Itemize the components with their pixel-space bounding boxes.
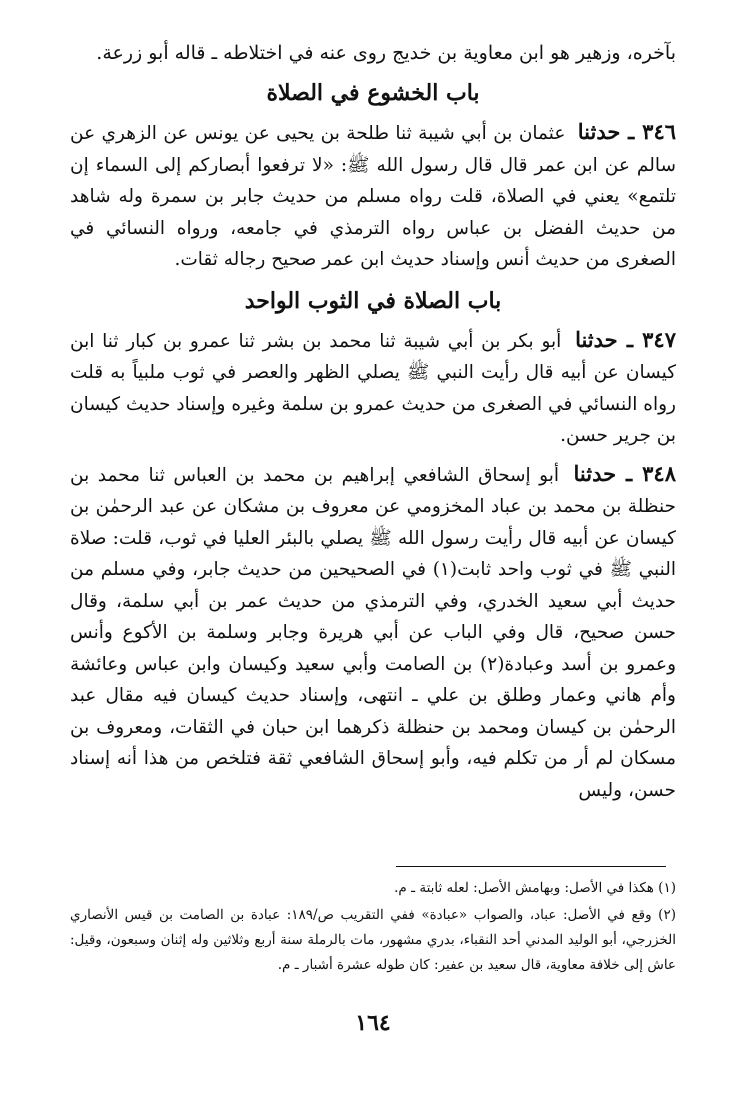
- section-heading-single-garment: باب الصلاة في الثوب الواحد: [244, 287, 502, 314]
- hadith-number: ٣٤٦ ـ حدثنا: [577, 119, 677, 144]
- page-number: ١٦٤: [355, 1010, 391, 1036]
- hadith-text: عثمان بن أبي شيبة ثنا طلحة بن يحيى عن يونس عن الزهري عن سالم عن ابن عمر قال قال رسول الله ﷺ: «لا ترفعوا أبصاركم إلى السماء إن تلتمع» يعني في الصلاة، قلت رواه مسلم من حديث جابر بن سمرة وله شاهد من حديث الفضل بن عباس رواه الترمذي في جامعه، ورواه النسائي في الصغرى من حديث أنس وإسناد حديث ابن عمر صحيح رجاله ثقات.: [70, 123, 676, 270]
- section-heading-khushu: باب الخشوع في الصلاة: [266, 80, 480, 106]
- hadith-346: [70, 116, 676, 276]
- footnote-1: (١) هكذا في الأصل: وبهامش الأصل: لعله ثابتة ـ م.: [394, 880, 676, 896]
- footnote-separator: [396, 866, 666, 867]
- continuation-line: بآخره، وزهير هو ابن معاوية بن خديج روى عنه في اختلاطه ـ قاله أبو زرعة.: [96, 42, 676, 64]
- hadith-text: أبو إسحاق الشافعي إبراهيم بن محمد بن العباس ثنا محمد بن حنظلة بن محمد بن عباد المخزومي عن معروف بن مشكان عن عبد الرحمٰن بن كيسان عن أبيه قال رأيت رسول الله ﷺ يصلي بالبئر العليا في ثوب، قلت: صلاة النبي ﷺ في ثوب واحد ثابت(١) في الصحيحين من حديث جابر، وفي مسلم من حديث أبي سعيد الخدري، وفي الترمذي من حديث عمر بن أبي سلمة، وقال حسن صحيح، قال وفي الباب عن أبي هريرة وجابر وسلمة بن الأكوع وأنس وعمرو بن أسد وعبادة(٢) بن الصامت وأبي سعيد وكيسان وابن عباس وعائشة وأم هاني وعمار وطلق بن علي ـ انتهى، وإسناد حديث كيسان فيه مقال عبد الرحمٰن بن كيسان ومحمد بن حنظلة ذكرهما ابن حبان في الثقات، ومعروف بن مسكان لم أر من تكلم فيه، وأبو إسحاق الشافعي ثقة فتلخص من هذا أنه إسناد حسن، وليس: [70, 464, 677, 801]
- hadith-number: ٣٤٧ ـ حدثنا: [575, 326, 676, 352]
- hadith-number: ٣٤٨ ـ حدثنا: [573, 460, 676, 486]
- hadith-348: [70, 458, 676, 807]
- hadith-347: [70, 324, 676, 452]
- hadith-text: أبو بكر بن أبي شيبة ثنا محمد بن بشر ثنا عمرو بن كبار ثنا ابن كيسان عن أبيه قال رأيت النبي ﷺ يصلي الظهر والعصر في ثوب ملبياً به قلت رواه النسائي في الصغرى من حديث عمرو بن سلمة وغيره وإسناد حديث كيسان بن جرير حسن.: [70, 330, 676, 446]
- footnotes: [70, 876, 676, 980]
- footnote-2: (٢) وقع في الأصل: عباد، والصواب «عبادة» ففي التقريب ص/١٨٩: عبادة بن الصامت بن قيس الأنصاري الخزرجي، أبو الوليد المدني أحد النقباء، بدري مشهور، مات بالرملة سنة أربع وثلاثين وله إثنان وسبعون، وقيل: عاش إلى خلافة معاوية، قال سعيد بن عفير: كان طوله عشرة أشبار ـ م.: [70, 907, 676, 973]
